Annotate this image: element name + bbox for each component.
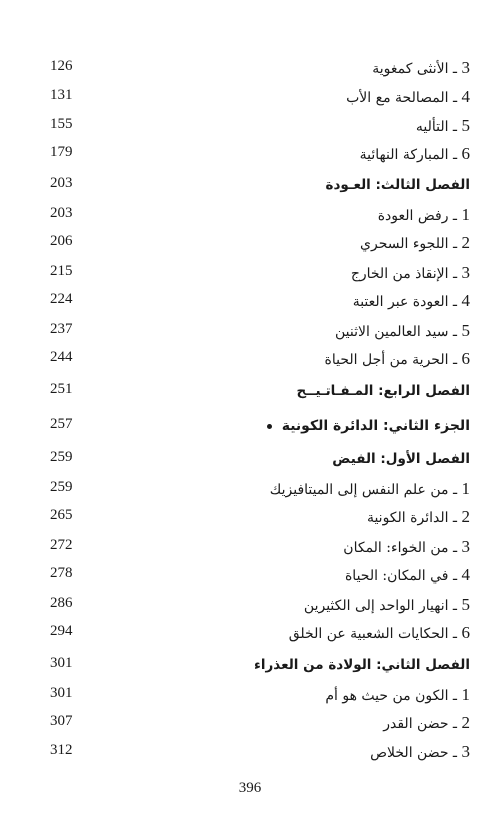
toc-heading-text: الفصل الرابع: المـفـاتـيــح	[296, 383, 470, 399]
toc-page-number: 203	[50, 205, 73, 221]
toc-entry-index: 6	[461, 144, 470, 163]
toc-entry-title	[332, 447, 470, 471]
toc-entry-title	[353, 289, 470, 314]
toc-entry-index: 1	[461, 205, 470, 224]
toc-entry-index: 2	[461, 713, 470, 732]
toc-entry-text: ـ الدائرة الكونية	[366, 510, 458, 526]
toc-entry-text: ـ من الخواء: المكان	[343, 540, 458, 556]
toc-entry-title	[304, 593, 470, 618]
toc-entry-index: 2	[461, 233, 470, 252]
toc-entry-text: ـ سيد العالمين الاثنين	[334, 324, 458, 340]
toc-heading-text: الجزء الثاني: الدائرة الكونية	[281, 418, 470, 434]
toc-entry-title	[346, 85, 470, 110]
toc-entry-title	[267, 414, 470, 438]
toc-heading-text: الفصل الأول: الفيض	[332, 451, 470, 467]
toc-entry-text: ـ رفض العودة	[377, 208, 458, 224]
toc-page-number: 179	[50, 144, 73, 160]
toc-page-number: 155	[50, 116, 73, 132]
toc-entry-title	[360, 142, 470, 167]
toc-entry	[40, 56, 470, 82]
toc-page-number: 278	[50, 565, 73, 581]
toc-entry	[40, 231, 470, 257]
toc-entry-title	[254, 653, 470, 677]
toc-entry-index: 5	[461, 116, 470, 135]
toc-entry-title	[416, 114, 470, 139]
toc-page-number: 272	[50, 537, 73, 553]
toc-entry-text: ـ الكون من حيث هو أم	[325, 688, 458, 704]
toc-page-number: 312	[50, 742, 73, 758]
toc-entry	[40, 203, 470, 229]
page-number: 396	[238, 780, 262, 796]
toc-entry	[40, 477, 470, 503]
toc-page-number: 131	[50, 87, 73, 103]
toc-entry-title	[360, 231, 470, 256]
toc-entry	[40, 347, 470, 373]
toc-page-number: 206	[50, 233, 73, 249]
toc-entry	[40, 683, 470, 709]
toc-entry-text: ـ الحكايات الشعبية عن الخلق	[288, 626, 458, 642]
toc-entry-index: 3	[461, 263, 470, 282]
toc-entry-text: ـ اللجوء السحري	[360, 236, 458, 252]
toc-page-number: 224	[50, 291, 73, 307]
toc-page-number: 294	[50, 623, 73, 639]
toc-page-number: 259	[50, 449, 73, 465]
toc-entry-title	[372, 56, 470, 81]
toc-heading-text: الفصل الثاني: الولادة من العذراء	[254, 657, 470, 673]
toc-entry-index: 3	[461, 58, 470, 77]
toc-entry-title	[270, 477, 470, 502]
toc-entry	[40, 505, 470, 531]
toc-entry	[40, 593, 470, 619]
toc-entry-index: 3	[461, 537, 470, 556]
toc-entry-text: ـ المصالحة مع الأب	[346, 90, 458, 106]
toc-entry	[40, 142, 470, 168]
toc-entry-text: ـ حضن القدر	[383, 716, 458, 732]
toc-page-number: 286	[50, 595, 73, 611]
toc-entry-index: 4	[461, 291, 470, 310]
toc-entry-text: ـ الأنثى كمغوية	[372, 61, 458, 77]
toc-page-number: 203	[50, 175, 73, 191]
toc-entry-index: 6	[461, 349, 470, 368]
toc-entry-index: 2	[461, 507, 470, 526]
toc-entry	[40, 621, 470, 647]
toc-page-number: 215	[50, 263, 73, 279]
toc-entry-text: ـ الحرية من أجل الحياة	[324, 352, 458, 368]
toc-chapter-heading	[40, 379, 470, 405]
toc-entry-title	[370, 740, 470, 765]
toc-page-number: 307	[50, 713, 73, 729]
toc-chapter-heading	[40, 447, 470, 473]
toc-entry-text: ـ الإنقاذ من الخارج	[350, 266, 458, 282]
toc-entry	[40, 289, 470, 315]
toc-page-number: 265	[50, 507, 73, 523]
toc-page-number: 301	[50, 685, 73, 701]
toc-entry-title	[378, 203, 470, 228]
toc-entry	[40, 319, 470, 345]
toc-entry-text: ـ من علم النفس إلى الميتافيزيك	[269, 482, 458, 498]
toc-entry	[40, 261, 470, 287]
toc-chapter-heading	[40, 653, 470, 679]
toc-entry-title	[325, 347, 471, 372]
toc-entry-title	[289, 621, 470, 646]
bullet-icon	[267, 424, 272, 429]
toc-entry	[40, 535, 470, 561]
toc-heading-text: الفصل الثالث: العـودة	[325, 177, 470, 193]
toc-entry-index: 4	[461, 87, 470, 106]
toc-entry-index: 3	[461, 742, 470, 761]
toc-entry	[40, 85, 470, 111]
toc-entry-title	[367, 505, 470, 530]
toc-entry-index: 5	[461, 595, 470, 614]
toc-entry-index: 4	[461, 565, 470, 584]
toc-entry-index: 5	[461, 321, 470, 340]
toc-chapter-heading	[40, 173, 470, 199]
toc-part-heading	[40, 414, 470, 440]
toc-entry-text: ـ حضن الخلاص	[370, 745, 458, 761]
toc-entry-text: ـ المباركة النهائية	[359, 147, 458, 163]
toc-page-number: 126	[50, 58, 73, 74]
toc-entry-text: ـ انهيار الواحد إلى الكثيرين	[303, 598, 458, 614]
toc-entry-title	[345, 563, 470, 588]
toc-entry	[40, 740, 470, 766]
toc-entry-text: ـ في المكان: الحياة	[344, 568, 458, 584]
toc-entry	[40, 711, 470, 737]
toc-entry-index: 1	[461, 685, 470, 704]
toc-page-number: 251	[50, 381, 73, 397]
toc-page-number: 257	[50, 416, 73, 432]
toc-entry-title	[326, 173, 471, 197]
toc-entry	[40, 114, 470, 140]
toc-entry-text: ـ العودة عبر العتبة	[352, 294, 458, 310]
toc-page-number: 259	[50, 479, 73, 495]
toc-page-number: 244	[50, 349, 73, 365]
toc-page-number: 301	[50, 655, 73, 671]
toc-page-number: 237	[50, 321, 73, 337]
toc-entry-title	[351, 261, 470, 286]
toc-entry-title	[343, 535, 470, 560]
toc-entry-title	[335, 319, 470, 344]
toc-entry-index: 1	[461, 479, 470, 498]
toc-entry-title	[325, 683, 470, 708]
toc-entry-index: 6	[461, 623, 470, 642]
toc-entry-title	[383, 711, 470, 736]
toc-entry	[40, 563, 470, 589]
toc-entry-title	[297, 379, 471, 403]
toc-entry-text: ـ التأليه	[415, 119, 458, 135]
